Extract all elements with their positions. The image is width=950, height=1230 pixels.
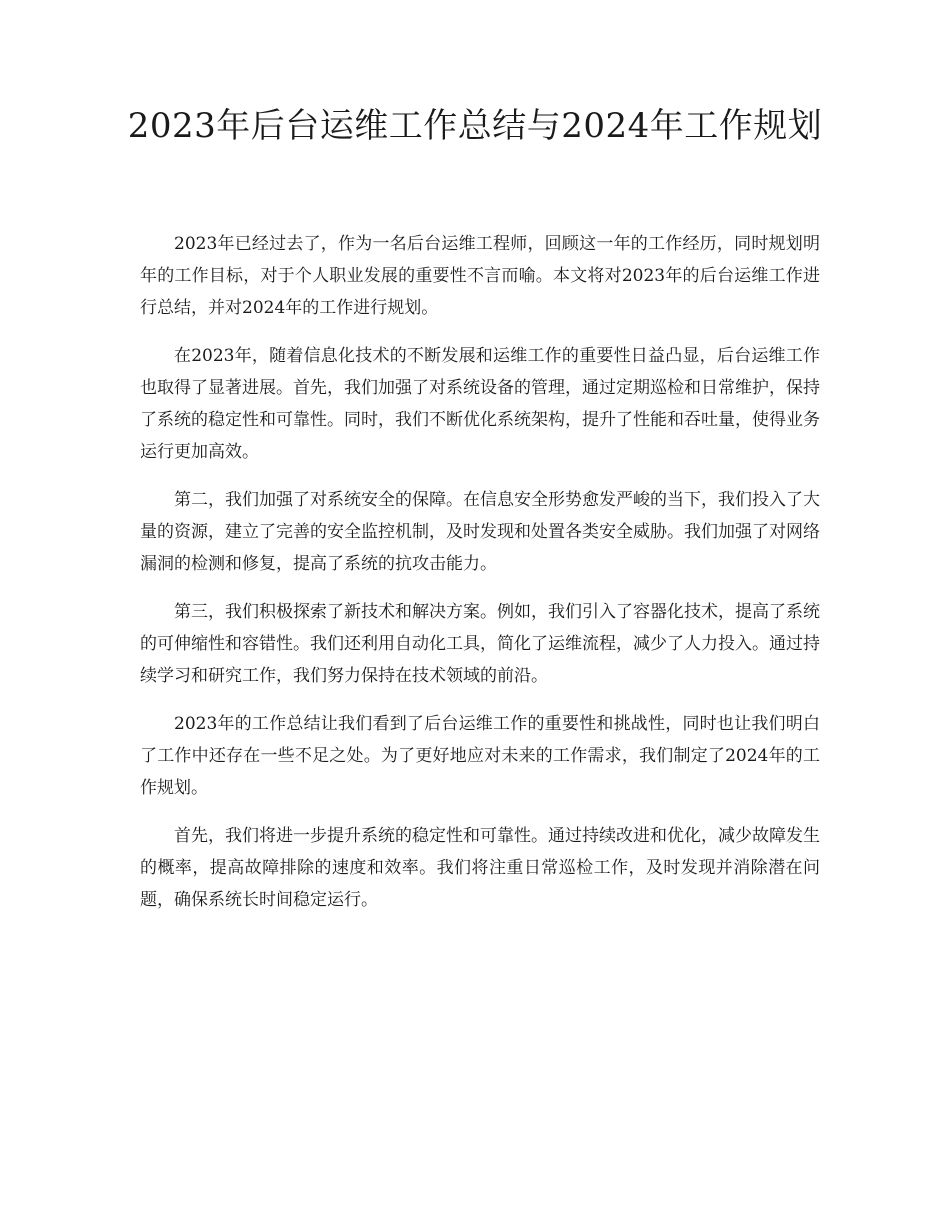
paragraph-1: 2023年已经过去了，作为一名后台运维工程师，回顾这一年的工作经历，同时规划明年的工作目标，对于个人职业发展的重要性不言而喻。本文将对2023年的后台运维工作进行总结，并对2024年的工作进行规划。 [140,234,820,318]
paragraph-3: 第二，我们加强了对系统安全的保障。在信息安全形势愈发严峻的当下，我们投入了大量的资源，建立了完善的安全监控机制，及时发现和处置各类安全威胁。我们加强了对网络漏洞的检测和修复，提高了系统的抗攻击能力。 [140,490,820,574]
document-title: 2023年后台运维工作总结与2024年工作规划 [127,106,823,146]
paragraph-6: 首先，我们将进一步提升系统的稳定性和可靠性。通过持续改进和优化，减少故障发生的概率，提高故障排除的速度和效率。我们将注重日常巡检工作，及时发现并消除潜在问题，确保系统长时间稳定运行。 [140,826,820,910]
document-body [140,228,820,932]
paragraph-4: 第三，我们积极探索了新技术和解决方案。例如，我们引入了容器化技术，提高了系统的可伸缩性和容错性。我们还利用自动化工具，简化了运维流程，减少了人力投入。通过持续学习和研究工作，我们努力保持在技术领域的前沿。 [140,602,820,686]
paragraph-2: 在2023年，随着信息化技术的不断发展和运维工作的重要性日益凸显，后台运维工作也取得了显著进展。首先，我们加强了对系统设备的管理，通过定期巡检和日常维护，保持了系统的稳定性和可靠性。同时，我们不断优化系统架构，提升了性能和吞吐量，使得业务运行更加高效。 [140,346,820,462]
paragraph-5: 2023年的工作总结让我们看到了后台运维工作的重要性和挑战性，同时也让我们明白了工作中还存在一些不足之处。为了更好地应对未来的工作需求，我们制定了2024年的工作规划。 [140,714,820,798]
